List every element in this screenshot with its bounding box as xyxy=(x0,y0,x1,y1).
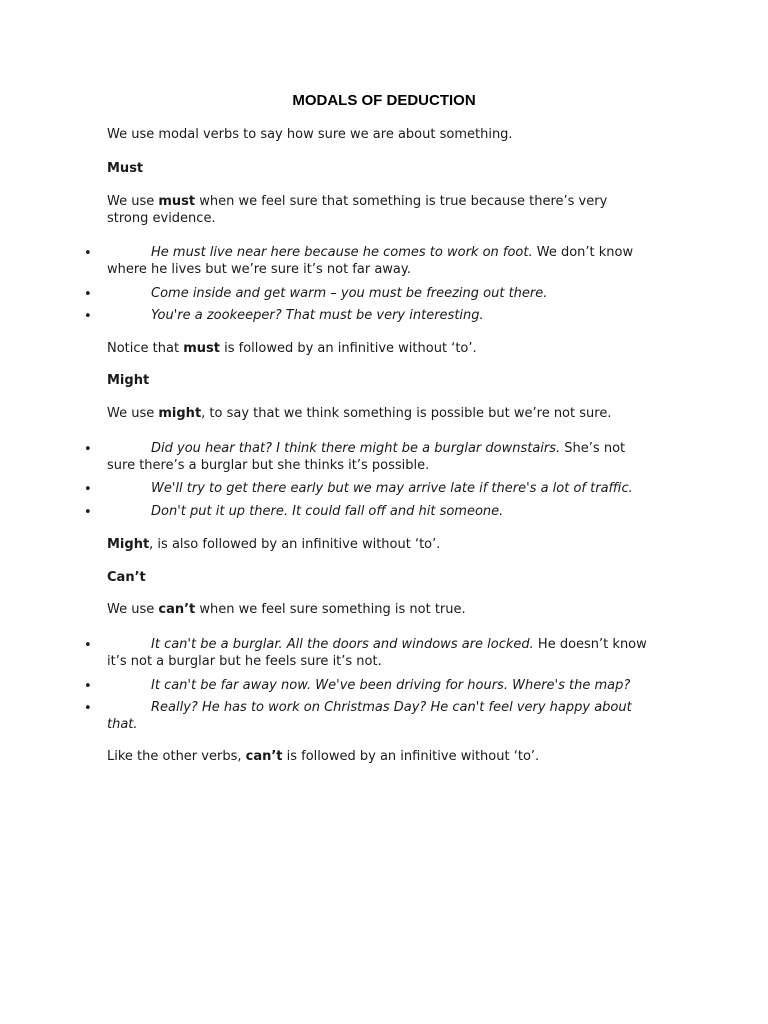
bullet-icon: • xyxy=(84,679,92,694)
bullet-icon: • xyxy=(84,442,92,457)
example-item: We'll try to get there early but we may arrive late if there's a lot of traffic. xyxy=(151,481,633,496)
section-heading-must: Must xyxy=(107,161,144,176)
must-description: We use must when we feel sure that something is true because there’s very strong evidence. xyxy=(107,194,608,226)
might-note: Might, is also followed by an infinitive without ‘to’. xyxy=(107,537,441,552)
bullet-icon: • xyxy=(84,638,92,653)
intro-paragraph: We use modal verbs to say how sure we are about something. xyxy=(107,127,513,142)
must-note: Notice that must is followed by an infinitive without ‘to’. xyxy=(107,341,477,356)
section-heading-might: Might xyxy=(107,373,150,388)
bullet-icon: • xyxy=(84,701,92,716)
example-item: Come inside and get warm – you must be freezing out there. xyxy=(151,286,548,301)
bullet-icon: • xyxy=(84,505,92,520)
might-description: We use might, to say that we think something is possible but we’re not sure. xyxy=(107,406,612,421)
section-heading-cant: Can’t xyxy=(107,570,146,585)
cant-note: Like the other verbs, can’t is followed by an infinitive without ‘to’. xyxy=(107,749,540,764)
example-item: Really? He has to work on Christmas Day? He can't feel very happy about that. xyxy=(107,700,632,732)
bullet-icon: • xyxy=(84,309,92,324)
bullet-icon: • xyxy=(84,287,92,302)
example-item: It can't be far away now. We've been driving for hours. Where's the map? xyxy=(151,678,631,693)
page-title: MODALS OF DEDUCTION xyxy=(292,92,476,109)
bullet-icon: • xyxy=(84,246,92,261)
example-item: You're a zookeeper? That must be very interesting. xyxy=(151,308,484,323)
example-item: It can't be a burglar. All the doors and windows are locked. He doesn’t know it’s not a burglar but he feels sure it’s not. xyxy=(107,637,647,669)
example-item: Did you hear that? I think there might be a burglar downstairs. She’s not sure there’s a burglar but she thinks it’s possible. xyxy=(107,441,626,473)
cant-description: We use can’t when we feel sure something is not true. xyxy=(107,602,466,617)
example-item: He must live near here because he comes to work on foot. We don’t know where he lives but we’re sure it’s not far away. xyxy=(107,245,634,277)
bullet-icon: • xyxy=(84,482,92,497)
example-item: Don't put it up there. It could fall off and hit someone. xyxy=(151,504,504,519)
